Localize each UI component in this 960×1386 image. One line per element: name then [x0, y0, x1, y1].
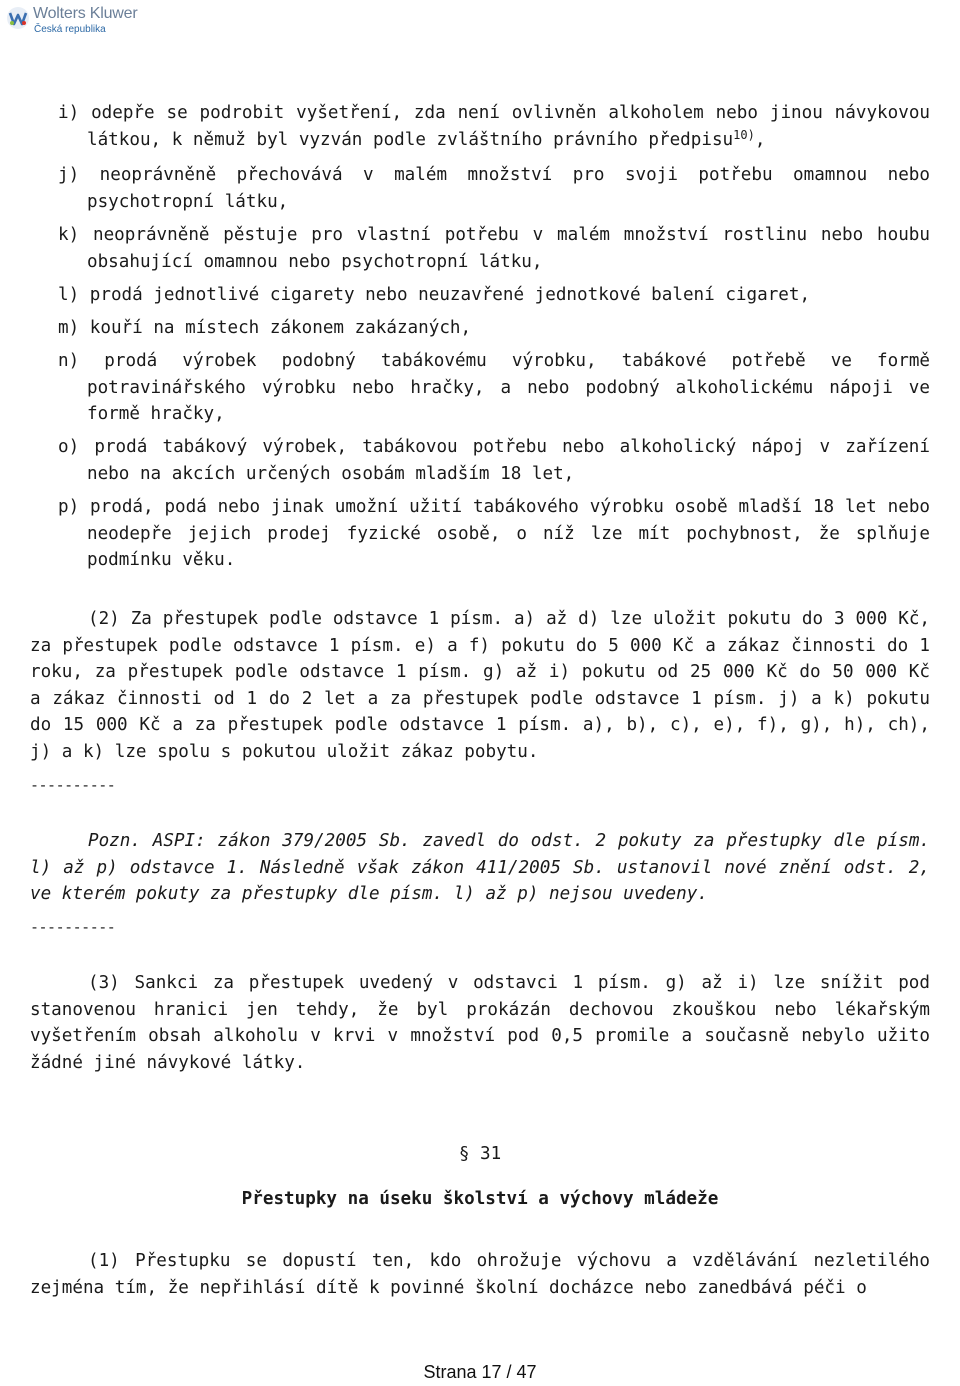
- list-item-p: [58, 494, 930, 574]
- paragraph-3: [30, 970, 930, 1076]
- list-item-l: [58, 282, 930, 309]
- item-text: neoprávněně přechovává v malém množství pro svoji potřebu omamnou nebo psychotropní látku,: [87, 165, 930, 212]
- paragraph-4: [30, 1248, 930, 1301]
- list-item-k: [58, 222, 930, 275]
- item-text: prodá tabákový výrobek, tabákovou potřebu nebo alkoholický nápoj v zařízení nebo na akcích určených osobám mladším 18 let,: [87, 437, 930, 484]
- item-text: prodá, podá nebo jinak umožní užití tabákového výrobku osobě mladší 18 let nebo neodepře jejich prodej fyzické osobě, o níž lze mít pochybnost, že splňuje podmínku věku.: [87, 497, 930, 570]
- item-label: o): [58, 437, 80, 457]
- list-item-m: [58, 315, 930, 342]
- section-number: § 31: [458, 1144, 502, 1164]
- paragraph-2: [30, 606, 930, 765]
- item-label: n): [58, 351, 80, 371]
- list-item-o: [58, 434, 930, 487]
- note-text: Pozn. ASPI: zákon 379/2005 Sb. zavedl do odst. 2 pokuty za přestupky dle písm. l) až p) odstavce 1. Následně však zákon 411/2005 Sb. ustanovil nové znění odst. 2, ve kterém pokuty za přestupky dle písm. l) až p) nejsou uvedeny.: [30, 831, 930, 904]
- item-label: j): [58, 165, 80, 185]
- item-label: m): [58, 318, 80, 338]
- item-text: kouří na místech zákonem zakázaných,: [89, 318, 472, 338]
- list-item-i: [58, 100, 930, 153]
- aspi-note: [30, 828, 930, 908]
- brand-subtitle: Česká republika: [34, 24, 106, 35]
- page-number: Strana 17 / 47: [423, 1362, 537, 1382]
- footnote-reference[interactable]: 10): [733, 127, 755, 142]
- item-label: l): [58, 285, 80, 305]
- item-label: k): [58, 225, 80, 245]
- separator-line: ----------: [30, 918, 116, 936]
- wolters-kluwer-logo-icon: [6, 6, 30, 30]
- item-label: i): [58, 103, 80, 123]
- separator-line: ----------: [30, 776, 116, 794]
- item-text: prodá jednotlivé cigarety nebo neuzavřené jednotkové balení cigaret,: [89, 285, 811, 305]
- item-text: prodá výrobek podobný tabákovému výrobku, tabákové potřebě ve formě potravinářského výrobku nebo hračky, a nebo podobný alkoholickému nápoji ve formě hračky,: [87, 351, 931, 424]
- brand-name: Wolters Kluwer: [33, 5, 138, 22]
- brand-logo[interactable]: [4, 4, 164, 36]
- paragraph-text: (1) Přestupku se dopustí ten, kdo ohrožuje výchovu a vzdělávání nezletilého zejména tím, že nepřihlásí dítě k povinné školní docházce nebo zanedbává péči o: [30, 1251, 930, 1298]
- item-text-tail: ,: [754, 129, 766, 150]
- paragraph-text: (2) Za přestupek podle odstavce 1 písm. a) až d) lze uložit pokutu do 3 000 Kč, za přestupek podle odstavce 1 písm. e) a f) pokutu do 5 000 Kč a zákaz činnosti do 1 roku, za přestupek podle odstavce 1 písm. g) až i) pokutu od 25 000 Kč do 50 000 Kč a zákaz činnosti od 1 do 2 let a za přestupek podle odstavce 1 písm. j) a k) pokutu do 15 000 Kč a za přestupek podle odstavce 1 písm. a), b), c), e), f), g), h), ch), j) a k) lze spolu s pokutou uložit zákaz pobytu.: [30, 609, 930, 762]
- item-text: neoprávněně pěstuje pro vlastní potřebu v malém množství rostlinu nebo houbu obsahující omamnou nebo psychotropní látku,: [87, 225, 930, 272]
- item-label: p): [58, 497, 80, 517]
- section-title: Přestupky na úseku školství a výchovy mládeže: [241, 1189, 719, 1209]
- list-item-j: [58, 162, 930, 215]
- paragraph-text: (3) Sankci za přestupek uvedený v odstavci 1 písm. g) až i) lze snížit pod stanovenou hranici jen tehdy, že byl prokázán dechovou zkouškou nebo lékařským vyšetřením obsah alkoholu v krvi v množství pod 0,5 promile a současně nebylo užito žádné jiné návykové látky.: [30, 973, 930, 1073]
- list-item-n: [58, 348, 930, 428]
- item-text: odepře se podrobit vyšetření, zda není ovlivněn alkoholem nebo jinou návykovou látkou, k němuž byl vyzván podle zvláštního právního předpisu: [87, 103, 931, 150]
